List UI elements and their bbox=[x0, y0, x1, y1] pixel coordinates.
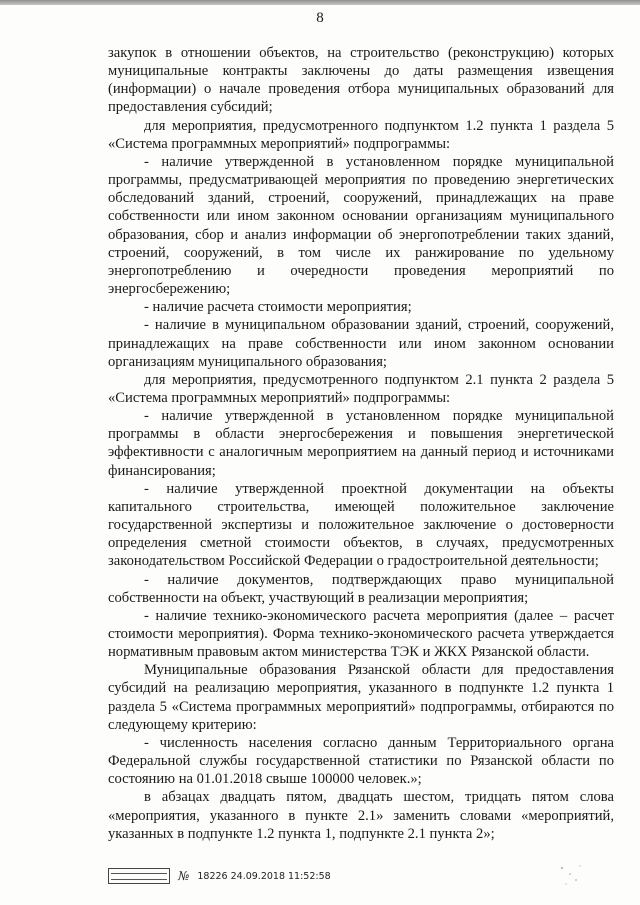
paragraph: - наличие расчета стоимости мероприятия; bbox=[144, 299, 412, 316]
document-body bbox=[108, 44, 614, 843]
document-footer bbox=[108, 866, 331, 886]
paragraph: - наличие технико-экономического расчета мероприятия (далее – расчет стоимости мероприятия). Форма технико-экономического расчета утверждается нормативным правовым актом министерства ТЭК и ЖКХ Рязанской области. bbox=[108, 607, 614, 661]
paragraph: - численность населения согласно данным Территориального органа Федеральной службы государственной статистики по Рязанской области по состоянию на 01.01.2018 свыше 100000 человек.»; bbox=[108, 734, 614, 788]
scan-specks bbox=[556, 860, 586, 890]
number-sign: № bbox=[178, 869, 190, 883]
paragraph: в абзацах двадцать пятом, двадцать шестом, тридцать пятом слова «мероприятия, указанного в пункте 2.1» заменить словами «мероприятий, указанных в подпункте 1.2 пункта 1, подпункте 2.1 пункта 2»; bbox=[108, 789, 614, 842]
paragraph: - наличие в муниципальном образовании зданий, строений, сооружений, принадлежащих на праве собственности или ином законном основании организациям муниципального образования; bbox=[108, 317, 614, 370]
registry-stamp-icon bbox=[108, 868, 170, 884]
paragraph: для мероприятия, предусмотренного подпунктом 1.2 пункта 1 раздела 5 «Система программных мероприятий» подпрограммы: bbox=[108, 117, 614, 152]
paragraph: Муниципальные образования Рязанской области для предоставления субсидий на реализацию мероприятия, указанного в подпункте 1.2 пункта 1 раздела 5 «Система программных мероприятий» подпрограммы, отбираются по следующему критерию: bbox=[108, 662, 614, 733]
scan-top-edge bbox=[0, 0, 640, 5]
paragraph: - наличие утвержденной в установленном порядке муниципальной программы в области энергосбережения и повышения энергетической эффективности с аналогичным мероприятием на данный период и источниками финансирования; bbox=[108, 408, 614, 479]
paragraph: - наличие документов, подтверждающих право муниципальной собственности на объект, участвующий в реализации мероприятия; bbox=[108, 571, 614, 606]
paragraph: - наличие утвержденной проектной документации на объекты капитального строительства, имеющей положительное заключение государственной экспертизы и положительное заключение о достоверности определения сметной стоимости объектов, в случаях, предусмотренных законодательством Российской Федерации о градостроительной деятельности; bbox=[108, 480, 614, 570]
paragraph: закупок в отношении объектов, на строительство (реконструкцию) которых муниципальные контракты заключены до даты размещения извещения (информации) о начале проведения отбора муниципальных образований для предоставления субсидий; bbox=[108, 45, 614, 116]
registration-info: 18226 24.09.2018 11:52:58 bbox=[197, 870, 331, 882]
paragraph: для мероприятия, предусмотренного подпунктом 2.1 пункта 2 раздела 5 «Система программных мероприятий» подпрограммы: bbox=[108, 371, 614, 406]
paragraph: - наличие утвержденной в установленном порядке муниципальной программы, предусматривающей мероприятия по проведению энергетических обследований зданий, строений, сооружений, принадлежащих на праве собственности или ином законном основании организациям муниципального образования, сбор и анализ информации об энергопотреблении таких зданий, строений, сооружений, в том числе их ранжирование по удельному энергопотреблению и очередности проведения мероприятий по энергосбережению; bbox=[108, 153, 614, 298]
page-number: 8 bbox=[316, 10, 324, 26]
